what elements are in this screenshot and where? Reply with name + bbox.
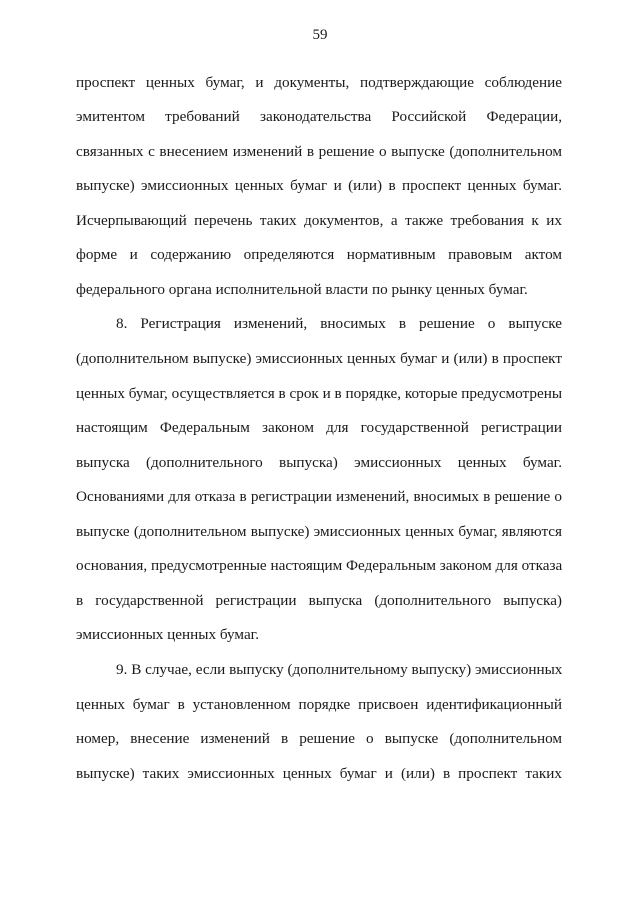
text-line: федерального органа исполнительной власти по рынку ценных бумаг. <box>76 281 528 298</box>
page-number: 59 <box>312 27 328 43</box>
text-line: выпуске) эмиссионных ценных бумаг и (или) в проспект ценных бумаг. <box>76 177 562 194</box>
text-line: (дополнительном выпуске) эмиссионных ценных бумаг и (или) в проспект <box>76 350 562 367</box>
text-line: проспект ценных бумаг, и документы, подтверждающие соблюдение <box>76 74 562 91</box>
text-line: в государственной регистрации выпуска (дополнительного выпуска) <box>76 592 562 609</box>
text-line: ценных бумаг в установленном порядке присвоен идентификационный <box>76 696 562 713</box>
text-line: основания, предусмотренные настоящим Федеральным законом для отказа <box>76 557 563 574</box>
text-line: 8. Регистрация изменений, вносимых в решение о выпуске <box>116 315 562 332</box>
text-line: эмиссионных ценных бумаг. <box>76 626 259 643</box>
text-line: выпуске (дополнительном выпуске) эмиссионных ценных бумаг, являются <box>76 523 562 540</box>
text-line: номер, внесение изменений в решение о выпуске (дополнительном <box>76 730 562 747</box>
text-line: ценных бумаг, осуществляется в срок и в порядке, которые предусмотрены <box>76 385 563 402</box>
text-line: связанных с внесением изменений в решение о выпуске (дополнительном <box>76 143 562 160</box>
text-line: выпуске) таких эмиссионных ценных бумаг и (или) в проспект таких <box>76 765 562 782</box>
text-line: Исчерпывающий перечень таких документов, а также требования к их <box>76 212 562 229</box>
text-line: 9. В случае, если выпуску (дополнительному выпуску) эмиссионных <box>116 661 563 678</box>
text-line: выпуска (дополнительного выпуска) эмиссионных ценных бумаг. <box>76 454 562 471</box>
text-line: настоящим Федеральным законом для государственной регистрации <box>76 419 562 436</box>
text-line: эмитентом требований законодательства Российской Федерации, <box>76 108 562 125</box>
text-line: форме и содержанию определяются нормативным правовым актом <box>76 246 562 263</box>
text-line: Основаниями для отказа в регистрации изменений, вносимых в решение о <box>76 488 562 505</box>
